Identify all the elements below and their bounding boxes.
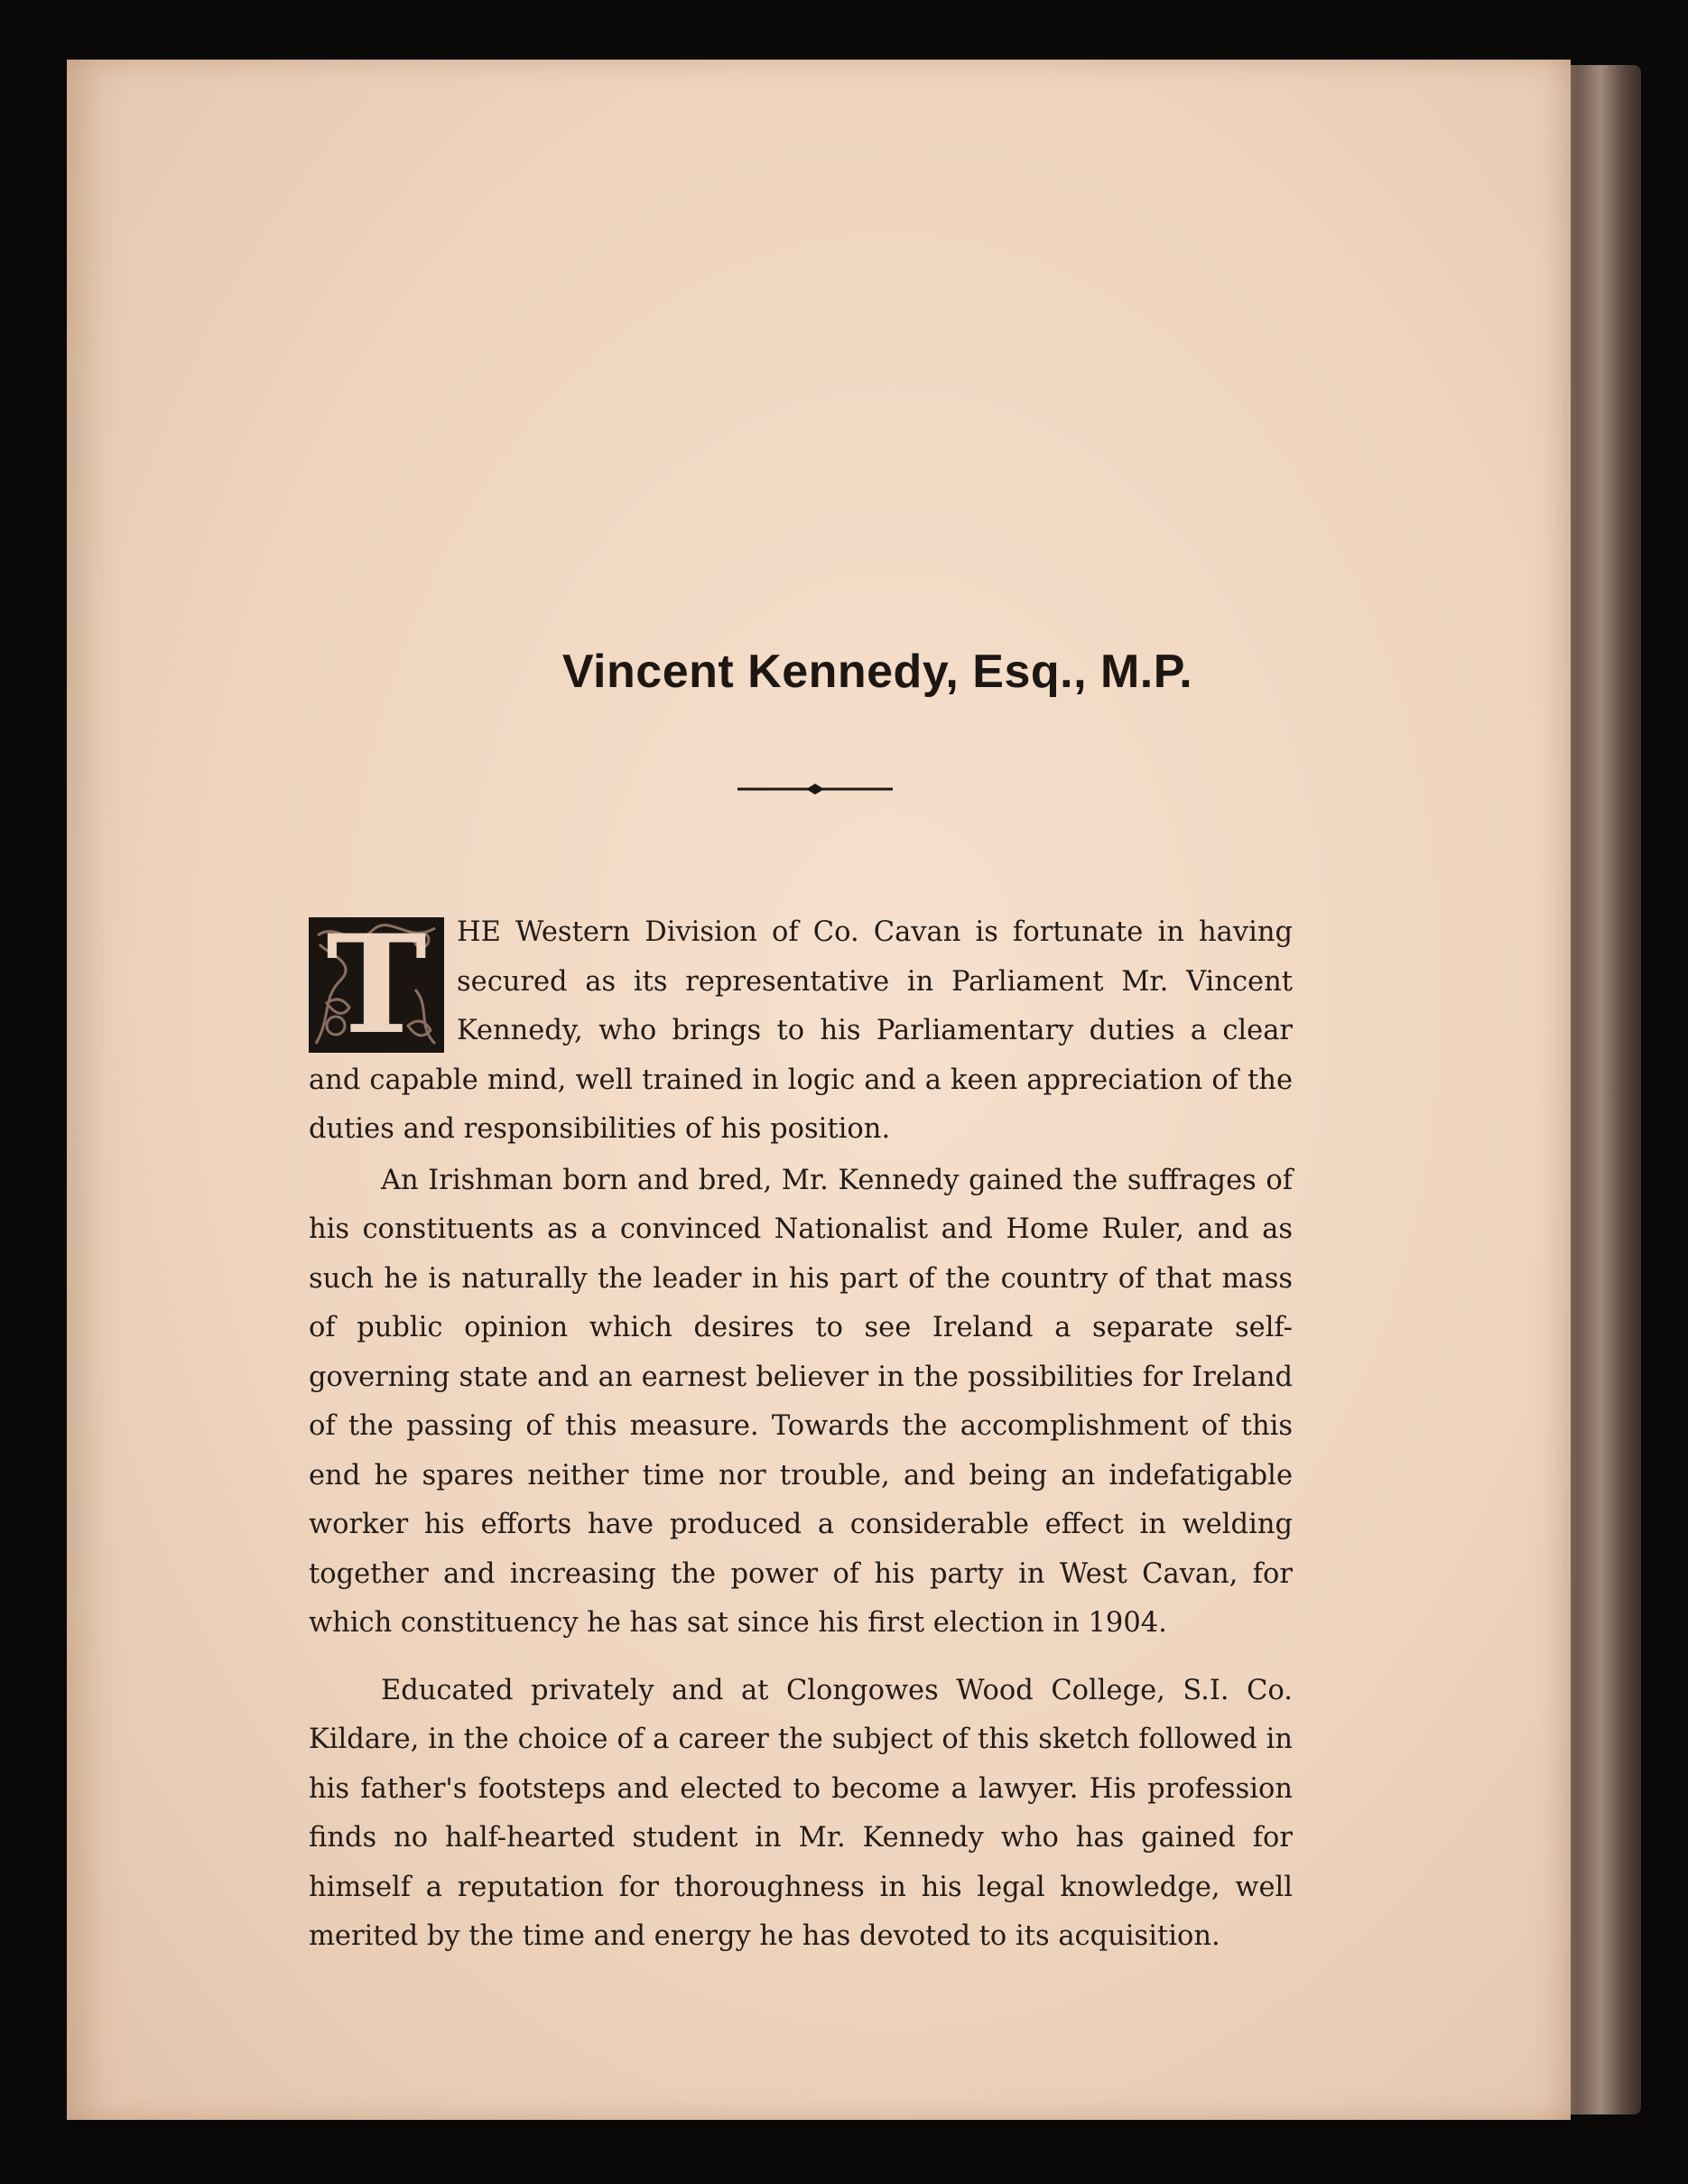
paragraph-1-text: HE Western Division of Co. Cavan is fortunate in having secured as its representative in Parliament Mr. Vincent Kennedy, who brings to his Parliamentary duties a clear and capable mind, well trained in logic and a keen appreciation of the duties and responsibilities of his position. <box>309 916 1293 1145</box>
article-body <box>309 908 1293 1962</box>
paragraph-2 <box>309 1157 1293 1649</box>
drop-cap-initial <box>309 917 444 1053</box>
page-title <box>67 645 1571 699</box>
ornamental-rule <box>737 781 893 797</box>
paragraph-2-text: An Irishman born and bred, Mr. Kennedy gained the suffrages of his constituents as a convinced Nationalist and Home Ruler, and as such he is naturally the leader in his part of the country of that mass of public opinion which desires to see Ireland a separate self-governing state and an earnest believer in the possibilities for Ireland of the passing of this measure. Towards the accomplishment of this end he spares neither time nor trouble, and being an indefatigable worker his efforts have produced a considerable effect in welding together and increasing the power of his party in West Cavan, for which constituency he has sat since his first election in 1904. <box>309 1164 1293 1639</box>
title-text: Vincent Kennedy, Esq., M.P. <box>561 646 1193 698</box>
drop-cap-letter: T <box>326 917 427 1053</box>
paragraph-1 <box>309 908 1293 1155</box>
paragraph-3 <box>309 1667 1293 1962</box>
paragraph-3-text: Educated privately and at Clongowes Wood College, S.I. Co. Kildare, in the choice of a career the subject of this sketch followed in his father's footsteps and elected to become a lawyer. His profession finds no half-hearted student in Mr. Kennedy who has gained for himself a reputation for thoroughness in his legal knowledge, well merited by the time and energy he has devoted to its acquisition. <box>309 1674 1293 1952</box>
book-page <box>67 60 1571 2120</box>
